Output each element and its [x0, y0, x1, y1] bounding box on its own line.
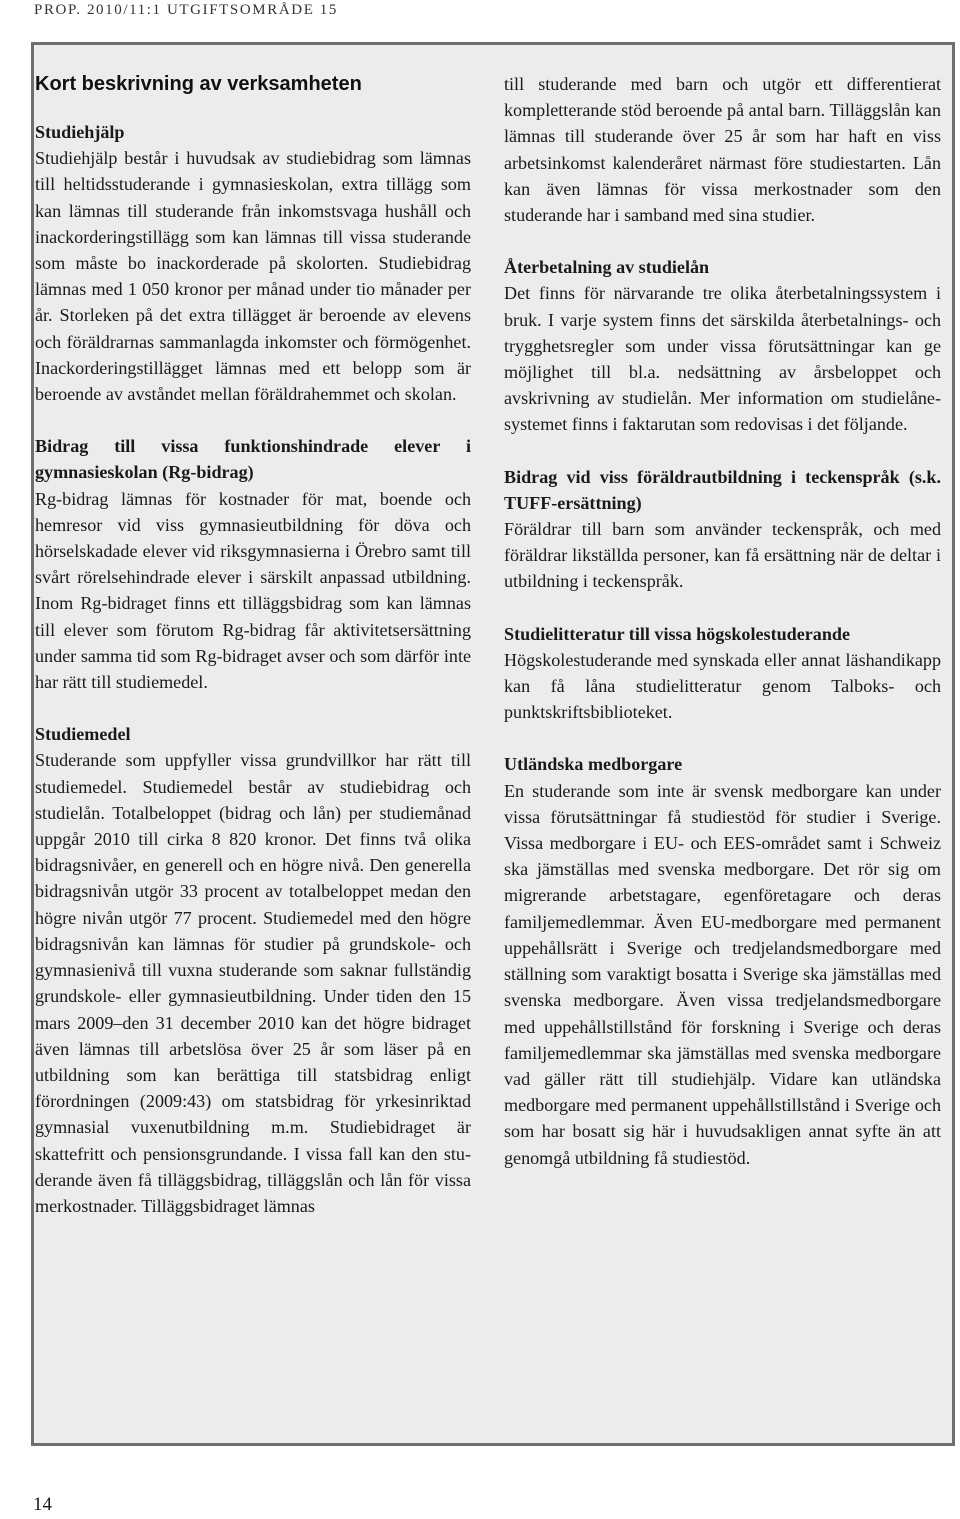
- page-number: 14: [33, 1494, 52, 1515]
- section-body: En studerande som inte är svensk medborgare kan under vissa förutsättningar få studiestöd för studier i Sverige. Vissa medborgare i EU- och EES-området samt i Schweiz ska jämställas med svenska medborgare. Det rör sig om migrerande arbetstagare, egenföretagare och deras familjemedlemmar. Även EU-medborgare med permanent uppehållsrätt i Sverige och tredjelandsmedborgare med ställning som varaktigt bosatta i Sverige ska jämställas med svenska medborgare. Även vissa tredjelandsmedborgare med uppehållstillstånd för forskning i Sverige och deras familjemedlemmar ska jämställas med svenska medborgare vad gäller rätt till studiehjälp. Vidare kan utländska medborgare med permanent uppehållstillstånd i Sverige och som har bosatt sig här i huvudsakligen annat syfte än att genomgå utbildning få studiestöd.: [504, 780, 941, 1168]
- section-body: Studiehjälp består i huvudsak av studiebidrag som lämnas till heltidsstuderande i gymnasieskolan, extra tillägg som kan lämnas till studerande från inkomstsvaga hushåll och inackorderingstillägg som kan lämnas till vissa studerande som måste bo inackorderade på skolorten. Studiebidrag lämnas med 1 050 kronor per månad under tio månader per år. Storleken på det extra tillägget är beroende av elevens och föräldrarnas sammanlagda inkomster och förmögenhet. Inackorderingstillägget lämnas med ett belopp som är beroende av avståndet mellan föräldrahemmet och skolan.: [35, 148, 471, 405]
- fact-box: [31, 42, 955, 1446]
- section-rg-bidrag: [35, 433, 471, 695]
- section-body: Högskolestuderande med synskada eller annat läshandikapp kan få låna studielitteratur genom Talboks- och punktskriftsbiblioteket.: [504, 649, 941, 723]
- section-heading: Studiehjälp: [35, 122, 125, 142]
- section-heading: Återbetalning av studielån: [504, 257, 710, 278]
- section-heading: Studiemedel: [35, 724, 131, 745]
- section-tuff-ersattning: [504, 464, 941, 595]
- right-column: [504, 71, 941, 1197]
- section-utlandska-medborgare: [504, 751, 941, 1170]
- section-studiemedel: [35, 721, 471, 1219]
- section-studiehjalp: [35, 119, 471, 407]
- section-body: Studerande som uppfyller vissa grundvillkor har rätt till studiemedel. Studiemedel består av studiebidrag och studielån. Totalbeloppet (bidrag och lån) per studiemånad uppgår 2010 till cirka 8 820 kronor. Det finns två olika bidragsnivåer, en generell och en högre nivå. Den generella bidragsnivån utgör 33 procent av totalbeloppet medan den högre nivån utgör 77 procent. Studiemedel med den högre bidragsnivån kan lämnas för studier på grundskole- och gymnasienivå till vuxna studerande som saknar fullständig grundskole- eller gymnasieutbildning. Under tiden den 15 mars 2009–den 31 december 2010 kan det högre bidraget även lämnas till arbetslösa över 25 år som läser på en utbildning som kan berättiga till statsbidrag enligt förordningen (2009:43) om statsbidrag för yrkesinriktad gymnasial vuxenutbildning m.m. Studiebidraget är skattefritt och pensionsgrundande. I vissa fall kan den studerande även få tilläggsbidrag, tilläggslån och lån för vissa merkostnader. Tilläggsbidraget lämnas: [35, 750, 471, 1216]
- section-heading: Utländska medborgare: [504, 754, 683, 775]
- section-aterbetalning: [504, 254, 941, 437]
- section-body: Föräldrar till barn som använder teckenspråk, och med föräldrar likställda personer, kan få ersättning när de deltar i utbildning i teckenspråk.: [504, 519, 941, 592]
- box-title: Kort beskrivning av verksamheten: [35, 73, 362, 95]
- section-studielitteratur: [504, 621, 941, 726]
- section-body: Rg-bidrag lämnas för kostnader för mat, boende och hemresor vid viss gymnasieutbildning för döva och hörselskadade elever vid riksgymnasierna i Örebro samt till svårt rörelsehindrade elever i särskilt anpassad utbildning. Inom Rg-bidraget finns ett tilläggsbidrag som kan lämnas till elever som förutom Rg-bidrag får aktivitetsersättning under samma tid som Rg-bidraget avser och som därför inte har rätt till studiemedel.: [35, 488, 471, 693]
- section-continuation: [504, 71, 941, 228]
- section-heading: Studielitteratur till vissa högskolestuderande: [504, 623, 850, 644]
- section-body: Det finns för närvarande tre olika återbetalningssystem i bruk. I varje system finns det särskilda återbetalnings- och trygghetsregler som under vissa förutsättningar kan ge möjlighet till bl.a. nedsättning av årsbeloppet och avskrivning av studielån. Mer information om studielånesystemet finns i faktarutan som redovisas i det följande.: [504, 283, 941, 435]
- section-heading: Bidrag till vissa funktionshindrade elever i gymnasieskolan (Rg-bidrag): [35, 436, 471, 483]
- continuation-text: till studerande med barn och utgör ett differentierat kompletterande stöd beroende på antal barn. Tilläggslån kan lämnas till studerande över 25 år som har haft en viss arbetsinkomst kalenderåret närmast före studiestarten. Lån kan även lämnas för vissa merkostnader som den studerande har i samband med sina studier.: [504, 74, 941, 226]
- running-head: PROP. 2010/11:1 UTGIFTSOMRÅDE 15: [34, 2, 339, 18]
- section-heading: Bidrag vid viss föräldrautbildning i teckenspråk (s.k. TUFF-ersättning): [504, 466, 941, 513]
- left-column: [35, 63, 471, 1245]
